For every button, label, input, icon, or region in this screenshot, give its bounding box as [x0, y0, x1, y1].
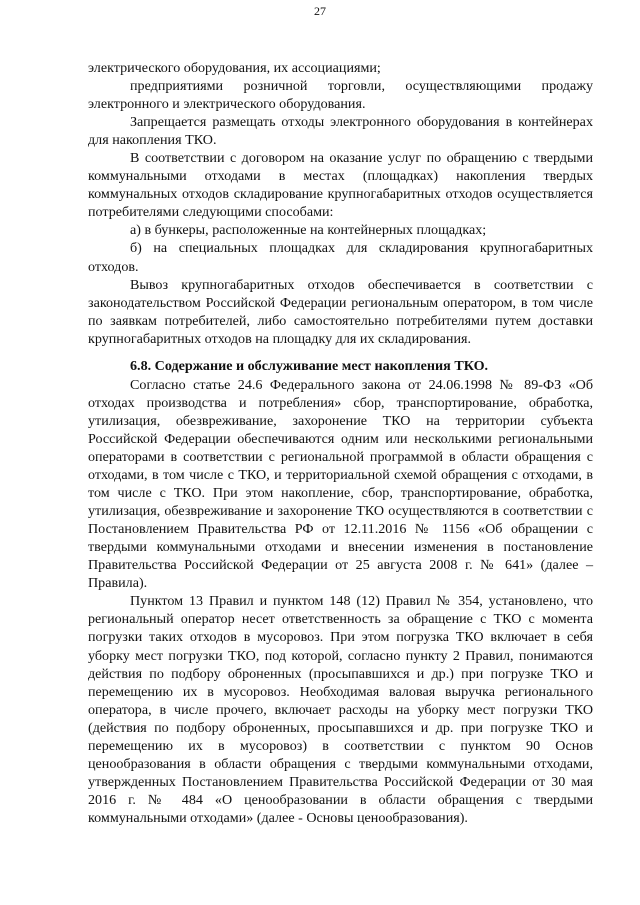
paragraph: Согласно статье 24.6 Федерального закона от 24.06.1998 № 89-ФЗ «Об отходах производства и потребления» сбор, транспортирование, обработка, утилизация, обезвреживание, захоронение ТКО на территории субъекта Российской Федерации обеспечиваются одним или несколькими региональными операторами в соответствии с региональной программой в области обращения с отходами, в том числе с ТКО, и территориальной схемой обращения с отходами, в том числе с ТКО. При этом накопление, сбор, транспортирование, обработка, утилизация, обезвреживание и захоронение ТКО осуществляются в соответствии с Постановлением Правительства РФ от 12.11.2016 № 1156 «Об обращении с твердыми коммунальными отходами и внесении изменения в постановление Правительства Российской Федерации от 25 августа 2008 г. № 641» (далее – Правила).: [88, 376, 593, 592]
paragraph: Запрещается размещать отходы электронного оборудования в контейнерах для накопления ТКО.: [88, 114, 593, 149]
section-heading: 6.8. Содержание и обслуживание мест накопления ТКО.: [130, 357, 489, 374]
paragraph: Вывоз крупногабаритных отходов обеспечивается в соответствии с законодательством Российской Федерации региональным оператором, в том числе по заявкам потребителей, либо самостоятельно потребителями путем доставки крупногабаритных отходов на площадку для их складирования.: [88, 276, 593, 347]
list-item: б) на специальных площадках для складирования крупногабаритных отходов.: [88, 240, 593, 275]
paragraph: электрического оборудования, их ассоциациями;: [88, 60, 381, 76]
paragraph: предприятиями розничной торговли, осуществляющими продажу электронного и электрического оборудования.: [88, 78, 593, 113]
document-body: [88, 59, 593, 827]
page-number: 27: [314, 4, 326, 18]
list-item: а) в бункеры, расположенные на контейнерных площадках;: [130, 222, 487, 239]
paragraph: Пунктом 13 Правил и пунктом 148 (12) Правил № 354, установлено, что региональный оператор несет ответственность за обращение с ТКО с момента погрузки таких отходов в мусоровоз. При этом погрузка ТКО включает в себя уборку мест погрузки ТКО, под которой, согласно пункту 2 Правил, понимаются действия по подбору оброненных (просыпавшихся и др.) при погрузке ТКО и перемещению их в мусоровоз. Необходимая валовая выручка регионального оператора, в числе прочего, включает расходы на уборку мест погрузки ТКО (действия по подбору оброненных, просыпавшихся и др. при погрузке ТКО и перемещению их в мусоровоз) в соответствии с пунктом 90 Основ ценообразования в области обращения с твердыми коммунальными отходами, утвержденных Постановлением Правительства Российской Федерации от 30 мая 2016 г. № 484 «О ценообразовании в области обращения с твердыми коммунальными отходами» (далее - Основы ценообразования).: [88, 593, 593, 826]
paragraph: В соответствии с договором на оказание услуг по обращению с твердыми коммунальными отходами в местах (площадках) накопления твердых коммунальных отходов складирование крупногабаритных отходов осуществляется потребителями следующими способами:: [88, 150, 593, 221]
